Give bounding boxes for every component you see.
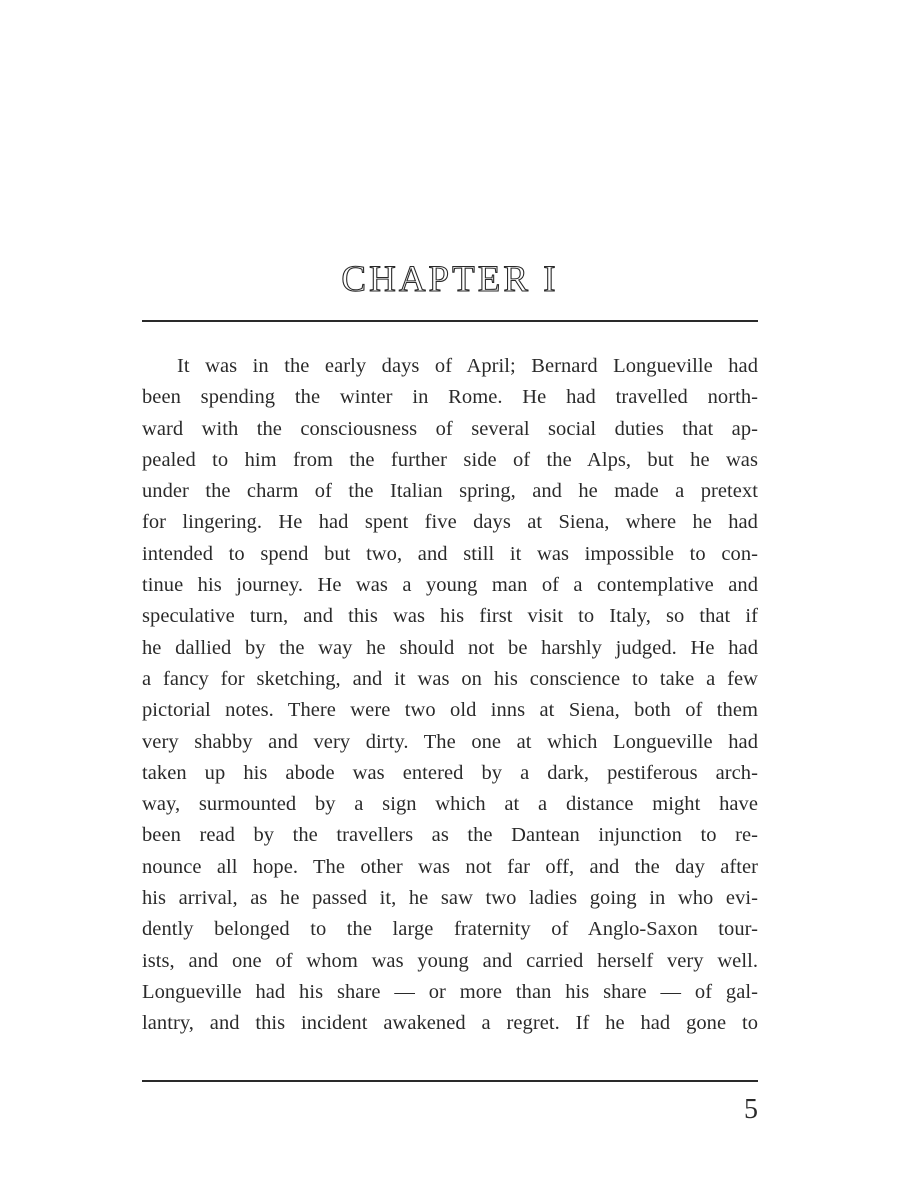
- text-line: for lingering. He had spent five days at Siena, where he had: [142, 511, 758, 534]
- text-line: very shabby and very dirty. The one at which Longueville had: [142, 730, 758, 753]
- bottom-divider-rule: [142, 1080, 758, 1082]
- text-line: a fancy for sketching, and it was on his conscience to take a few: [142, 667, 758, 690]
- text-line: Longueville had his share — or more than his share — of gal-: [142, 980, 758, 1003]
- text-line: speculative turn, and this was his first visit to Italy, so that if: [142, 605, 758, 628]
- text-line: ists, and one of whom was young and carried herself very well.: [142, 949, 758, 972]
- top-divider-rule: [142, 320, 758, 322]
- text-line: ward with the consciousness of several social duties that ap-: [142, 417, 758, 440]
- text-line: nounce all hope. The other was not far off, and the day after: [142, 855, 758, 878]
- text-line: his arrival, as he passed it, he saw two ladies going in who evi-: [142, 887, 758, 910]
- text-line: It was in the early days of April; Bernard Longueville had: [177, 355, 758, 377]
- text-line: taken up his abode was entered by a dark, pestiferous arch-: [142, 761, 758, 784]
- text-line: been read by the travellers as the Dantean injunction to re-: [142, 824, 758, 847]
- body-paragraph: [142, 351, 758, 1040]
- text-line: way, surmounted by a sign which at a distance might have: [142, 793, 758, 816]
- text-line: intended to spend but two, and still it was impossible to con-: [142, 542, 758, 565]
- text-line: pealed to him from the further side of the Alps, but he was: [142, 448, 758, 471]
- text-line: been spending the winter in Rome. He had travelled north-: [142, 386, 758, 409]
- text-line: lantry, and this incident awakened a regret. If he had gone to: [142, 1012, 758, 1035]
- text-line: tinue his journey. He was a young man of a contemplative and: [142, 574, 758, 597]
- text-line: under the charm of the Italian spring, and he made a pretext: [142, 480, 758, 503]
- text-line: dently belonged to the large fraternity of Anglo-Saxon tour-: [142, 918, 758, 941]
- chapter-heading: CHAPTER I: [341, 259, 559, 300]
- text-line: pictorial notes. There were two old inns at Siena, both of them: [142, 699, 758, 722]
- text-line: he dallied by the way he should not be harshly judged. He had: [142, 636, 758, 659]
- page-number: 5: [744, 1094, 758, 1125]
